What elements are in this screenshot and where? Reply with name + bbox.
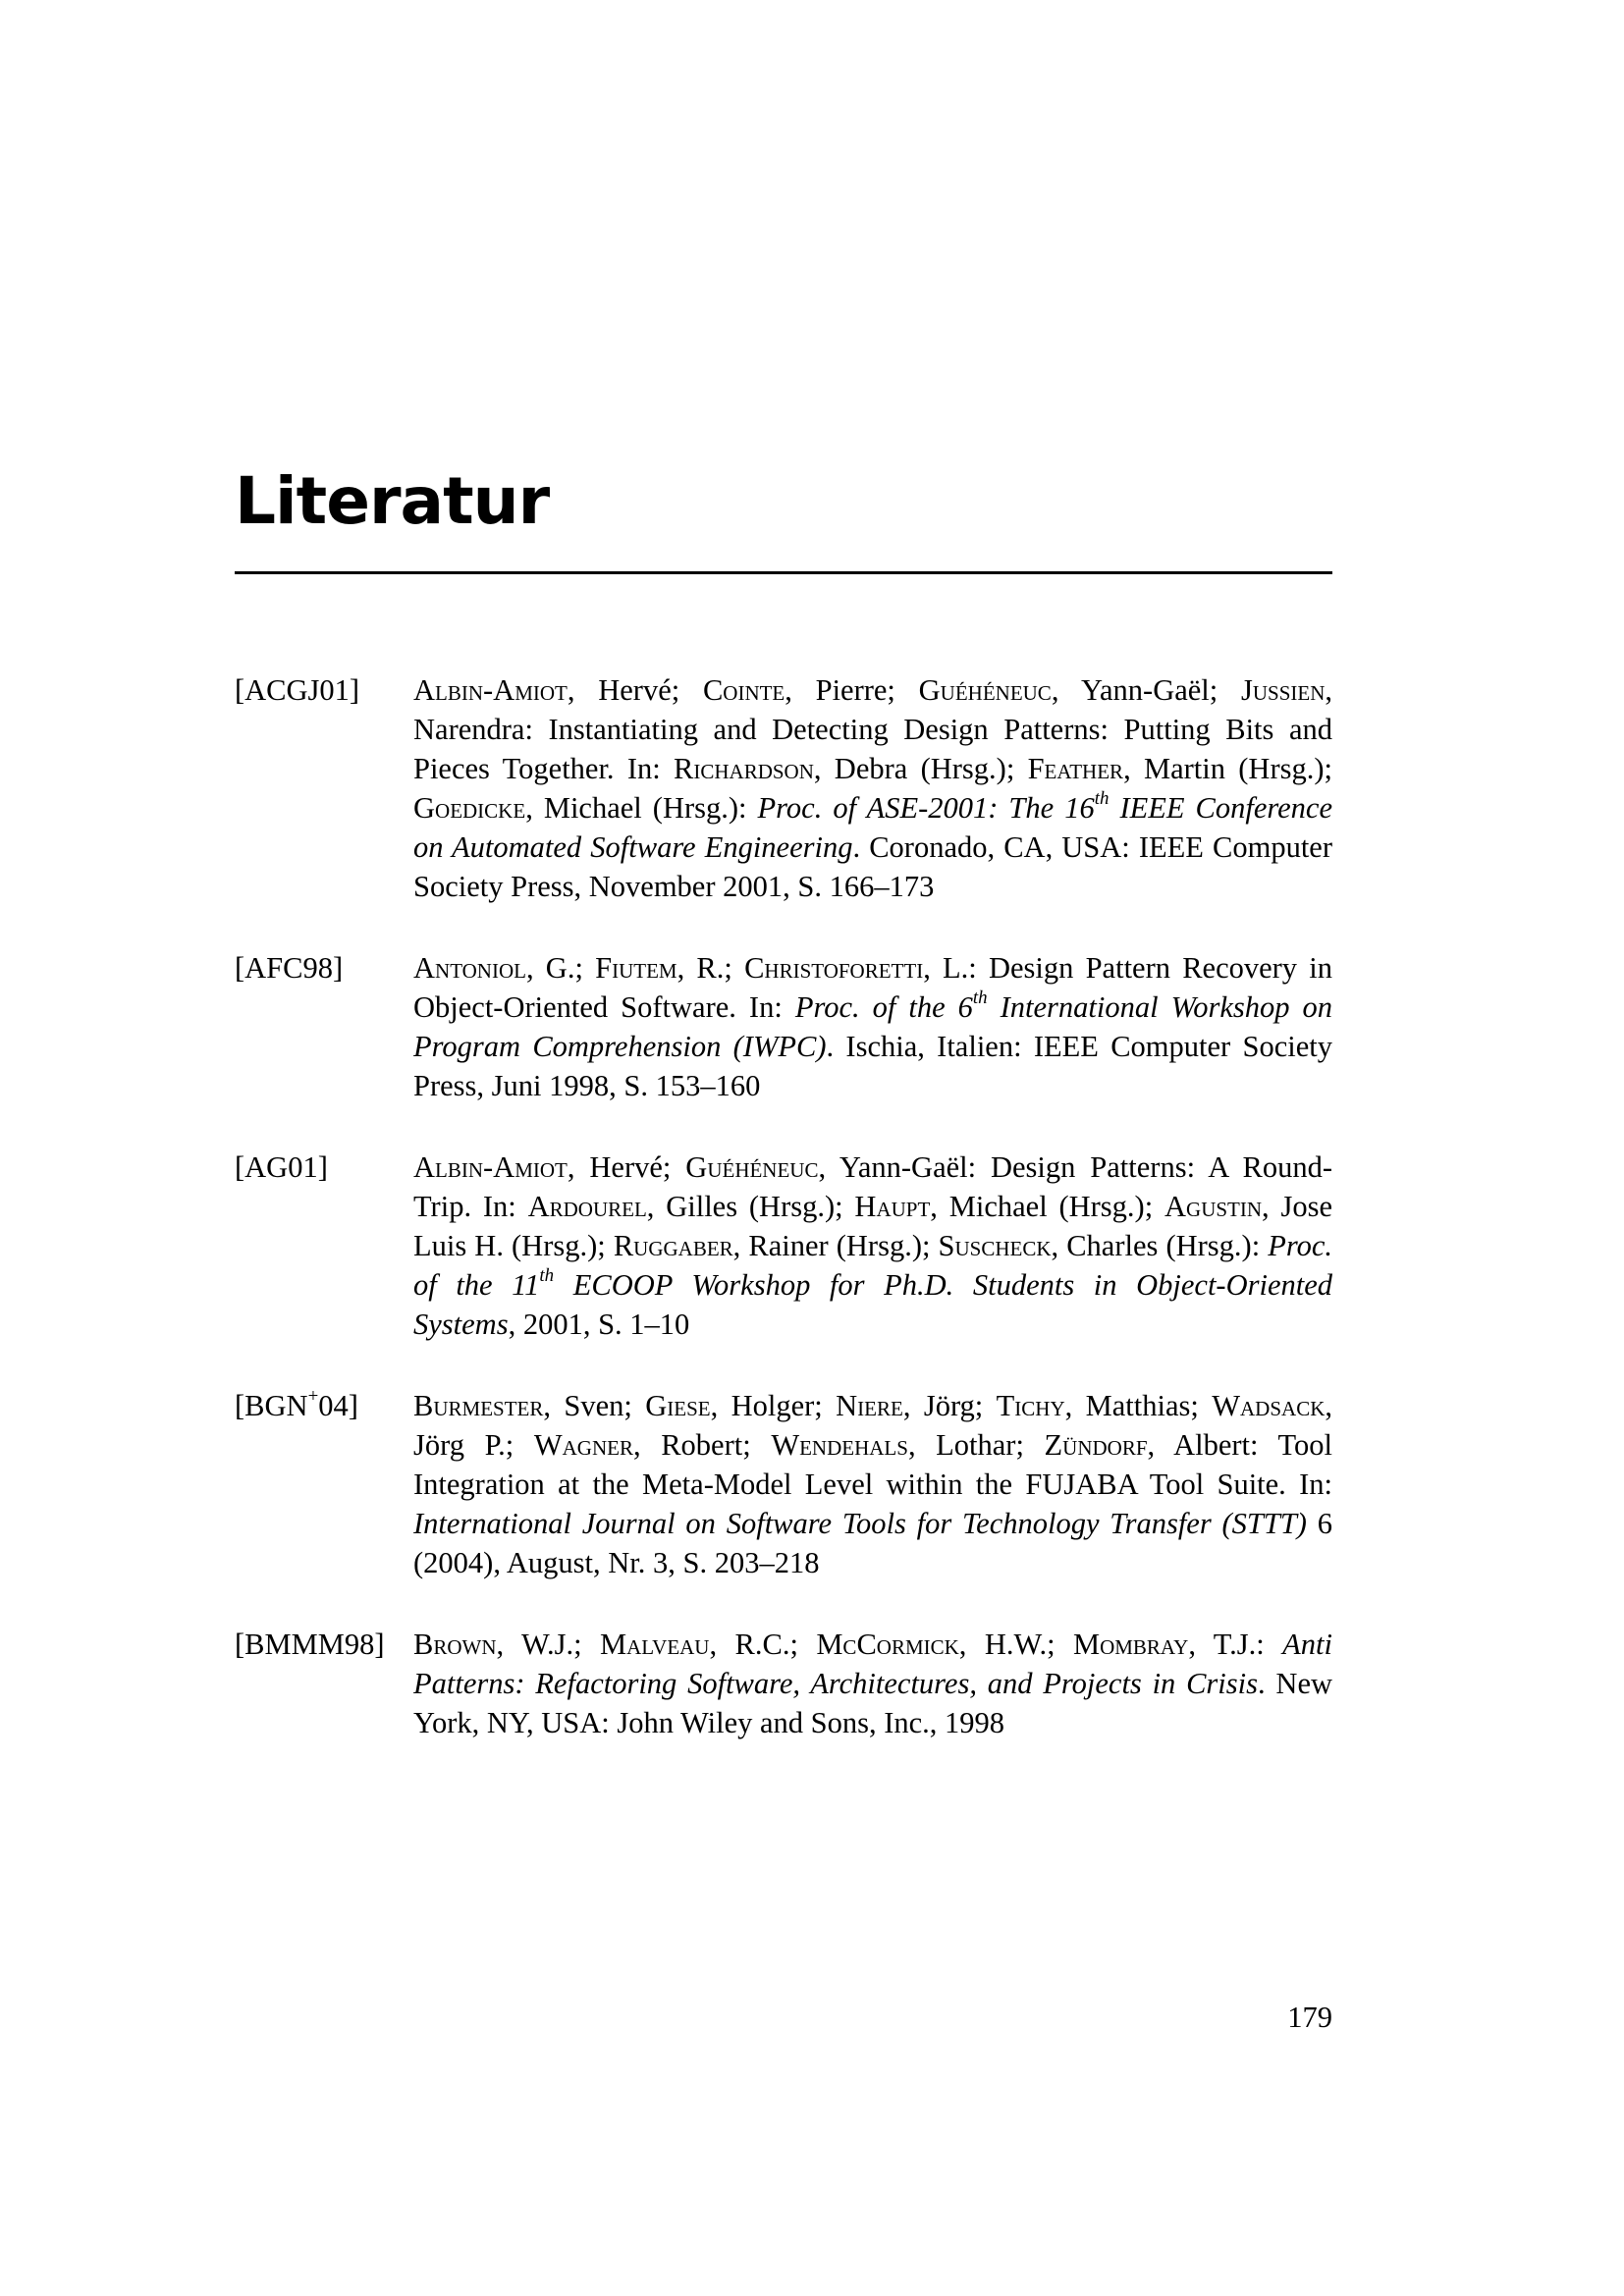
author-name: Brown: [413, 1628, 497, 1661]
bib-text-run: , H.W.;: [958, 1628, 1073, 1661]
author-name: Suscheck: [938, 1229, 1052, 1262]
author-name: Zündorf: [1044, 1428, 1148, 1462]
author-name: Goedicke: [413, 791, 526, 825]
author-name: Burmester: [413, 1389, 544, 1422]
bib-text-run: , Yann-Gaël;: [1051, 673, 1241, 707]
bib-text-run: , Jose Luis H. (Hrsg.);: [413, 1190, 1332, 1262]
bib-text-run: , Lothar;: [907, 1428, 1045, 1462]
bib-key-part: +: [307, 1386, 319, 1408]
bib-text: [413, 1148, 1332, 1344]
bib-text-run: . Ischia, Italien: IEEE Computer Society Press, Juni 1998, S. 153–160: [413, 1030, 1332, 1102]
bib-text: [413, 670, 1332, 906]
author-name: Ruggaber: [613, 1229, 733, 1262]
bib-text-run: , Albert: Tool Integration at the Meta-Model Level within the FUJABA Tool Suite. In:: [413, 1428, 1332, 1501]
bib-text-run: , L.: Design Pattern Recovery in Object-Oriented Software. In:: [413, 951, 1332, 1024]
author-name: Agustin: [1164, 1190, 1263, 1223]
bib-text: [413, 948, 1332, 1105]
bib-text-run: , Pierre;: [785, 673, 919, 707]
bib-key: [ACGJ01]: [235, 673, 360, 707]
publication-title: th: [972, 988, 988, 1009]
author-name: Albin-Amiot: [413, 673, 568, 707]
page-number: 179: [1287, 2001, 1332, 2034]
publication-title: Proc. of ASE-2001: The 16: [757, 791, 1095, 825]
author-name: McCormick: [816, 1628, 959, 1661]
bib-text-run: , Yann-Gaël: Design Patterns: A Round-Trip. In:: [413, 1150, 1333, 1223]
bibliography-list: [235, 670, 1332, 1785]
bib-text-run: , Charles (Hrsg.):: [1051, 1229, 1269, 1262]
bib-entry: [235, 670, 1332, 906]
bib-text-run: , R.;: [677, 951, 745, 985]
bib-text-run: , T.J.:: [1188, 1628, 1283, 1661]
author-name: Richardson: [674, 752, 814, 785]
publication-title: Proc. of the 6: [794, 990, 973, 1024]
publication-title: Anti Patterns: Refactoring Software, Architectures, and Projects in Crisis: [413, 1628, 1332, 1700]
bib-text-run: , Jörg;: [902, 1389, 997, 1422]
author-name: Wagner: [533, 1428, 633, 1462]
bib-key-part: [BGN: [235, 1389, 308, 1422]
publication-title: Proc. of the 11: [413, 1229, 1333, 1302]
bib-entry: [235, 1625, 1332, 1742]
author-name: Wadsack: [1212, 1389, 1326, 1422]
bib-entry: [235, 1148, 1332, 1344]
bib-key: [BMMM98]: [235, 1628, 385, 1661]
bib-text-run: , Rainer (Hrsg.);: [732, 1229, 939, 1262]
bib-text: [413, 1625, 1332, 1742]
bib-text-run: , Martin (Hrsg.);: [1123, 752, 1332, 785]
bib-text-run: , Hervé;: [567, 673, 703, 707]
author-name: Mombray: [1072, 1628, 1189, 1661]
author-name: Cointe: [702, 673, 785, 707]
publication-title: ECOOP Workshop for Ph.D. Students in Object-Oriented Systems: [413, 1268, 1332, 1341]
author-name: Tichy: [996, 1389, 1065, 1422]
author-name: Jussien: [1240, 673, 1326, 707]
bib-text-run: , W.J.;: [496, 1628, 600, 1661]
bib-text-run: , Debra (Hrsg.);: [813, 752, 1028, 785]
heading-rule: [235, 571, 1332, 574]
author-name: Malveau: [599, 1628, 710, 1661]
author-name: Fiutem: [595, 951, 677, 985]
bib-text-run: , Jörg P.;: [413, 1389, 1332, 1462]
bib-text-run: , Gilles (Hrsg.);: [646, 1190, 855, 1223]
bib-key: [235, 1386, 358, 1425]
bib-key: [AFC98]: [235, 951, 344, 985]
author-name: Feather: [1027, 752, 1124, 785]
bib-text-run: . Coronado, CA, USA: IEEE Computer Society Press, November 2001, S. 166–173: [413, 830, 1332, 903]
publication-title: International Workshop on Program Comprehension (IWPC): [413, 990, 1332, 1063]
author-name: Guéhéneuc: [685, 1150, 819, 1184]
author-name: Antoniol: [413, 951, 526, 985]
author-name: Wendehals: [771, 1428, 908, 1462]
bib-text-run: , Hervé;: [567, 1150, 686, 1184]
bib-text-run: , Sven;: [543, 1389, 646, 1422]
bib-text: [413, 1386, 1332, 1582]
bib-text-run: , R.C.;: [709, 1628, 817, 1661]
author-name: Albin-Amiot: [413, 1150, 568, 1184]
publication-title: th: [539, 1265, 555, 1287]
bib-text-run: , Michael (Hrsg.);: [930, 1190, 1164, 1223]
chapter-heading: Literatur: [235, 463, 550, 539]
publication-title: th: [1094, 788, 1110, 810]
bib-text-run: . New York, NY, USA: John Wiley and Sons, Inc., 1998: [413, 1667, 1333, 1739]
bib-text-run: , Michael (Hrsg.):: [525, 791, 758, 825]
author-name: Christoforetti: [744, 951, 924, 985]
author-name: Guéhéneuc: [918, 673, 1052, 707]
bib-entry: [235, 1386, 1332, 1582]
bib-text-run: , Narendra: Instantiating and Detecting Design Patterns: Putting Bits and Pieces Together. In:: [413, 673, 1332, 785]
bib-text-run: 6 (2004), August, Nr. 3, S. 203–218: [413, 1507, 1332, 1579]
author-name: Ardourel: [527, 1190, 647, 1223]
author-name: Niere: [836, 1389, 903, 1422]
bib-entry: [235, 948, 1332, 1105]
bib-key-part: 04]: [318, 1389, 358, 1422]
bib-text-run: , 2001, S. 1–10: [508, 1308, 690, 1341]
author-name: Giese: [645, 1389, 711, 1422]
bib-text-run: , Holger;: [710, 1389, 837, 1422]
bib-text-run: , G.;: [525, 951, 596, 985]
bib-text-run: , Robert;: [632, 1428, 772, 1462]
author-name: Haupt: [854, 1190, 931, 1223]
bib-key: [AG01]: [235, 1150, 328, 1184]
publication-title: International Journal on Software Tools for Technology Transfer (STTT): [413, 1507, 1307, 1540]
publication-title: IEEE Conference on Automated Software Engineering: [413, 791, 1332, 864]
bib-text-run: , Matthias;: [1064, 1389, 1213, 1422]
